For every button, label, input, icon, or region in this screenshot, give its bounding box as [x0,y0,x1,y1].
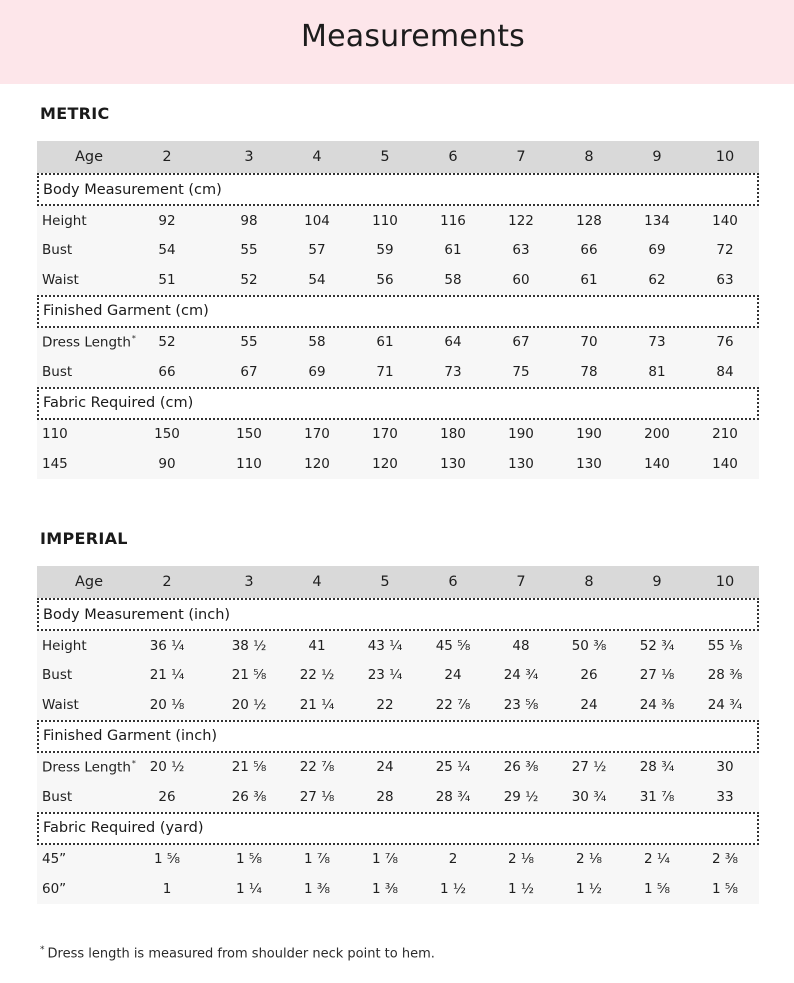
table-cell: 43 ¼ [367,637,403,654]
table-row [37,631,759,661]
table-row [37,328,759,358]
table-cell: 90 [158,455,176,472]
table-cell: 70 [580,334,598,351]
table-cell: 26 ⅜ [231,788,267,805]
table-cell: 1 ⅝ [712,880,738,897]
row-label-text: Bust [42,363,73,380]
row-label-text: Height [42,212,87,229]
table-cell: 30 [716,759,734,776]
table-cell: 30 ¾ [571,788,607,805]
table-cell: 38 ½ [231,637,267,654]
metric-heading: METRIC [40,104,110,123]
table-cell: 22 ⅞ [299,759,335,776]
footnote-marker: * [131,759,136,768]
table-cell: 41 [308,637,326,654]
table-cell: 20 ½ [231,696,267,713]
table-cell: 150 [154,426,180,443]
table-cell: 48 [512,637,530,654]
row-label-text: Waist [42,271,79,288]
table-cell: 190 [508,426,534,443]
group-title: Finished Garment (cm) [43,303,209,319]
table-cell: 2 ⅛ [508,851,534,868]
table-cell: 54 [308,271,326,288]
age-header-row [37,566,759,598]
imperial-heading: IMPERIAL [40,529,128,548]
group-title-row [37,812,759,845]
table-cell: 28 ¾ [435,788,471,805]
table-cell: 81 [648,363,666,380]
table-cell: 56 [376,271,394,288]
row-label [37,667,133,683]
table-cell: 92 [158,212,176,229]
age-cell: 10 [715,574,735,590]
table-cell: 210 [712,426,738,443]
table-cell: 150 [236,426,262,443]
table-row [37,782,759,812]
table-cell: 122 [508,212,534,229]
table-cell: 24 ¾ [707,696,743,713]
row-label [37,426,133,442]
table-cell: 69 [308,363,326,380]
age-cell: 2 [162,574,172,590]
table-cell: 130 [508,455,534,472]
table-cell: 110 [236,455,262,472]
table-cell: 120 [304,455,330,472]
table-cell: 26 [580,667,598,684]
table-cell: 63 [512,242,530,259]
row-label-text: 60” [42,880,67,897]
group-title: Body Measurement (cm) [43,181,222,198]
age-cell: 7 [516,574,526,590]
row-label [37,456,133,472]
row-label-text: Bust [42,242,73,259]
table-cell: 24 [376,759,394,776]
table-cell: 61 [580,271,598,288]
table-cell: 57 [308,242,326,259]
table-cell: 140 [712,212,738,229]
table-cell: 1 ⅝ [236,851,262,868]
table-cell: 52 [240,271,258,288]
table-cell: 54 [158,242,176,259]
table-cell: 25 ¼ [435,759,471,776]
table-row [37,845,759,875]
table-cell: 21 ¼ [149,667,185,684]
table-row [37,236,759,266]
table-cell: 1 ½ [508,880,534,897]
table-cell: 67 [512,334,530,351]
table-cell: 22 ⅞ [435,696,471,713]
table-cell: 98 [240,212,258,229]
age-cell: 9 [652,149,662,165]
table-cell: 26 ⅜ [503,759,539,776]
table-cell: 75 [512,363,530,380]
table-cell: 52 [158,334,176,351]
group-title-row [37,720,759,753]
table-cell: 21 ⅝ [231,667,267,684]
table-cell: 61 [444,242,462,259]
table-cell: 2 ⅜ [712,851,738,868]
row-label-text: Dress Length [42,759,131,776]
table-cell: 29 ½ [503,788,539,805]
table-row [37,357,759,387]
table-cell: 52 ¾ [639,637,675,654]
row-label-text: Dress Length [42,334,131,351]
group-title-row [37,295,759,328]
table-cell: 1 ½ [576,880,602,897]
table-cell: 116 [440,212,466,229]
group-title: Fabric Required (cm) [43,395,194,411]
table-cell: 140 [712,455,738,472]
table-cell: 22 [376,696,394,713]
table-cell: 60 [512,271,530,288]
table-cell: 1 ½ [440,880,466,897]
table-cell: 2 ⅛ [576,851,602,868]
table-cell: 45 ⅝ [435,637,471,654]
table-cell: 55 ⅛ [707,637,743,654]
table-cell: 2 [448,851,458,868]
row-label [37,638,133,654]
imperial-table [37,566,759,904]
group-title: Body Measurement (inch) [43,606,231,623]
table-cell: 1 ⅜ [304,880,330,897]
table-cell: 78 [580,363,598,380]
row-label [37,272,133,288]
table-cell: 73 [444,363,462,380]
table-row [37,420,759,450]
table-cell: 24 [444,667,462,684]
table-cell: 23 ⅝ [503,696,539,713]
row-label-text: Waist [42,696,79,713]
age-cell: 9 [652,574,662,590]
table-cell: 33 [716,788,734,805]
footnote [40,945,435,961]
table-cell: 69 [648,242,666,259]
metric-table [37,141,759,479]
table-cell: 134 [644,212,670,229]
table-row [37,661,759,691]
table-cell: 51 [158,271,176,288]
row-label-text: 45” [42,851,67,868]
table-cell: 24 [580,696,598,713]
age-cell: 6 [448,574,458,590]
table-cell: 120 [372,455,398,472]
group-title: Finished Garment (inch) [43,728,218,744]
footnote-text: Dress length is measured from shoulder neck point to hem. [47,946,435,962]
table-cell: 64 [444,334,462,351]
age-cell: 7 [516,149,526,165]
table-cell: 67 [240,363,258,380]
age-cell: 5 [380,574,390,590]
table-cell: 36 ¼ [149,637,185,654]
table-cell: 27 ⅛ [299,788,335,805]
table-cell: 50 ⅜ [571,637,607,654]
table-cell: 21 ⅝ [231,759,267,776]
age-cell: 4 [312,149,322,165]
table-cell: 24 ¾ [503,667,539,684]
row-label [37,334,136,351]
table-cell: 1 ⅞ [304,851,330,868]
row-label-text: Bust [42,788,73,805]
group-title-row [37,173,759,206]
row-label-text: Bust [42,667,73,684]
table-cell: 1 ⅝ [154,851,180,868]
table-cell: 66 [580,242,598,259]
table-cell: 58 [444,271,462,288]
table-cell: 2 ¼ [644,851,670,868]
table-cell: 84 [716,363,734,380]
table-cell: 28 ¾ [639,759,675,776]
table-cell: 1 ¼ [236,880,262,897]
row-label-text: 145 [42,455,68,472]
table-row [37,690,759,720]
table-cell: 1 ⅜ [372,880,398,897]
row-label [37,364,133,380]
table-cell: 76 [716,334,734,351]
table-cell: 20 ⅛ [149,696,185,713]
row-label-text: 110 [42,426,68,443]
table-row [37,206,759,236]
group-title-row [37,387,759,420]
table-cell: 66 [158,363,176,380]
table-cell: 1 ⅝ [644,880,670,897]
table-row [37,874,759,904]
table-cell: 22 ½ [299,667,335,684]
age-label: Age [74,149,104,165]
table-cell: 55 [240,242,258,259]
age-cell: 8 [584,149,594,165]
row-label [37,697,133,713]
age-cell: 4 [312,574,322,590]
footnote-marker: * [131,334,136,343]
row-label [37,213,133,229]
table-cell: 24 ⅜ [639,696,675,713]
table-cell: 130 [440,455,466,472]
table-cell: 104 [304,212,330,229]
age-cell: 8 [584,574,594,590]
age-cell: 2 [162,149,172,165]
table-cell: 26 [158,788,176,805]
table-cell: 1 ⅞ [372,851,398,868]
group-title-row [37,598,759,631]
age-cell: 3 [244,149,254,165]
table-cell: 31 ⅞ [639,788,675,805]
table-cell: 21 ¼ [299,696,335,713]
table-cell: 27 ½ [571,759,607,776]
table-row [37,449,759,479]
footnote-marker: * [40,945,45,955]
table-cell: 130 [576,455,602,472]
row-label [37,881,133,897]
table-cell: 63 [716,271,734,288]
table-cell: 73 [648,334,666,351]
table-cell: 55 [240,334,258,351]
table-cell: 62 [648,271,666,288]
table-cell: 190 [576,426,602,443]
row-label [37,242,133,258]
table-cell: 170 [304,426,330,443]
table-cell: 200 [644,426,670,443]
table-cell: 23 ¼ [367,667,403,684]
row-label [37,851,133,867]
table-cell: 170 [372,426,398,443]
age-cell: 6 [448,149,458,165]
table-cell: 71 [376,363,394,380]
group-title: Fabric Required (yard) [43,820,204,836]
page-header [0,0,794,84]
row-label [37,759,136,776]
table-cell: 140 [644,455,670,472]
page-title: Measurements [301,18,525,54]
table-cell: 1 [162,880,172,897]
table-cell: 72 [716,242,734,259]
table-cell: 180 [440,426,466,443]
age-cell: 3 [244,574,254,590]
table-cell: 128 [576,212,602,229]
row-label [37,789,133,805]
age-cell: 5 [380,149,390,165]
row-label-text: Height [42,637,87,654]
table-row [37,753,759,783]
table-cell: 28 ⅜ [707,667,743,684]
age-label: Age [74,574,104,590]
table-cell: 27 ⅛ [639,667,675,684]
age-cell: 10 [715,149,735,165]
table-cell: 20 ½ [149,759,185,776]
table-cell: 61 [376,334,394,351]
table-cell: 59 [376,242,394,259]
table-cell: 58 [308,334,326,351]
age-header-row [37,141,759,173]
table-cell: 110 [372,212,398,229]
table-row [37,265,759,295]
table-cell: 28 [376,788,394,805]
